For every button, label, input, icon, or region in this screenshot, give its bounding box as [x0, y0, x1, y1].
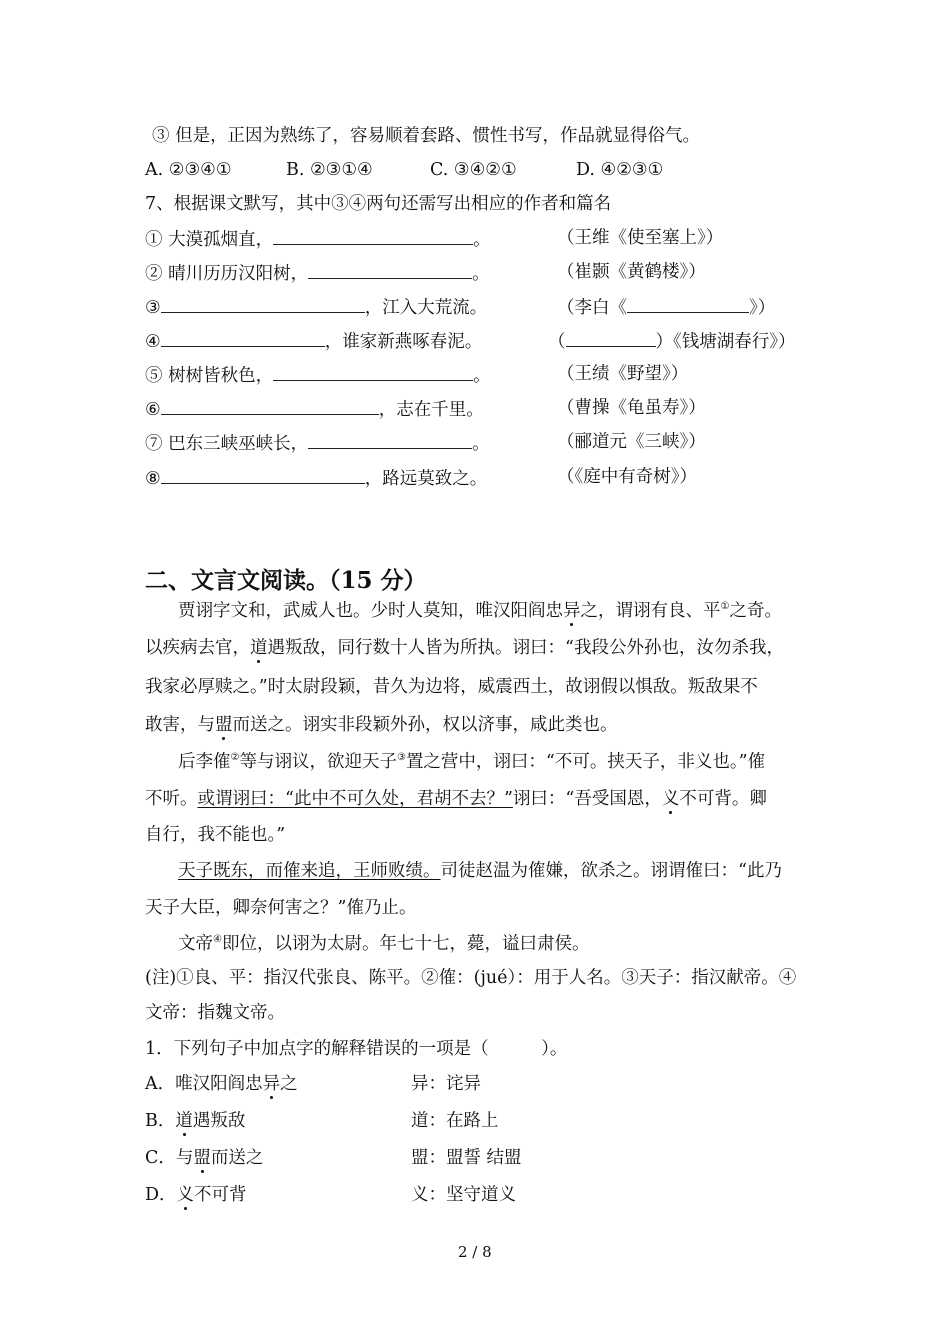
q1-option-d[interactable] — [145, 1183, 247, 1207]
passage-p1-line3: 我家必厚赎之。”时太尉段颖，昔久为边将，威震西土，故诩假以惧敌。叛敌果不 — [145, 677, 758, 697]
text: 遇叛敌 — [192, 1111, 246, 1131]
q6-choice-a: A. ②③④① — [145, 160, 232, 180]
text: 不可背。卿 — [679, 789, 767, 809]
line-prefix: 大漠孤烟直， — [168, 230, 274, 250]
q7-source-4 — [548, 328, 796, 354]
q1-option-c[interactable] — [145, 1146, 263, 1170]
q7-line-5 — [145, 362, 491, 388]
text: D． — [145, 1185, 177, 1205]
footnote-ref: ② — [230, 752, 240, 764]
notes-line2: 文帝：指魏文帝。 — [145, 1003, 285, 1023]
footnote-ref: ③ — [396, 752, 406, 764]
q1-option-a[interactable] — [145, 1072, 298, 1096]
text: 而送之 — [210, 1148, 264, 1168]
line-number: ⑥ — [145, 400, 161, 420]
answer-blank[interactable] — [273, 226, 473, 245]
line-number: ③ — [145, 298, 161, 318]
page-number: 2 / 8 — [458, 1243, 492, 1261]
answer-blank[interactable] — [308, 430, 472, 449]
q7-source-5: （王绩《野望》） — [557, 364, 689, 384]
line-number: ④ — [145, 332, 161, 352]
notes-line1: (注)①良、平：指汉代张良、陈平。②傕：(jué）：用于人名。③天子：指汉献帝。④ — [145, 968, 797, 988]
footnote-ref: ④ — [213, 934, 222, 946]
q7-source-3 — [557, 294, 775, 320]
line-prefix: 树树皆秋色， — [168, 366, 274, 386]
text: 不听。 — [145, 789, 198, 809]
line-suffix: 。 — [472, 434, 490, 454]
text: B． — [145, 1111, 176, 1131]
q6-choice-c: C. ③④②① — [430, 160, 517, 180]
q7-source-2: （崔颢《黄鹤楼》） — [557, 262, 706, 282]
q1-option-b[interactable] — [145, 1109, 245, 1133]
q7-line-2 — [145, 260, 490, 286]
q7-line-8 — [145, 465, 487, 491]
text: 等与诩议，欲迎天子 — [239, 752, 397, 772]
text: 遇叛敌，同行数十人皆为所执。诩曰：“我段公外孙也，汝勿杀我， — [267, 638, 784, 658]
line-suffix: ，志在千里。 — [378, 400, 484, 420]
text: 之奇。 — [729, 601, 782, 621]
text: 之，谓诩有良、平 — [580, 601, 721, 621]
dotted-char: 异 — [563, 601, 581, 621]
text: 不可背 — [194, 1185, 247, 1205]
text: 贾诩字文和，武威人也。少时人莫知，唯汉阳阎忠 — [178, 601, 563, 621]
passage-p1-line2 — [145, 636, 784, 660]
underlined-sentence: 天子既东，而傕来追，王师败绩。 — [178, 861, 441, 881]
q7-line-3 — [145, 294, 487, 320]
passage-p1-line4 — [145, 713, 618, 737]
answer-blank[interactable] — [161, 396, 379, 415]
dotted-char: 道 — [250, 638, 268, 658]
q7-source-7: （郦道元《三峡》） — [557, 432, 706, 452]
text: 诩曰：“吾受国恩， — [512, 789, 662, 809]
text: A．唯汉阳阎忠 — [145, 1074, 263, 1094]
passage-p2-line2 — [145, 787, 767, 811]
q7-source-6: （曹操《龟虽寿》） — [557, 398, 706, 418]
line-prefix: 巴东三峡巫峡长， — [168, 434, 309, 454]
q7-line-7 — [145, 430, 490, 456]
q7-source-8: （《庭中有奇树》） — [557, 467, 697, 487]
q7-source-1: （王维《使至塞上》） — [557, 228, 724, 248]
q1-option-a-explanation: 异：诧异 — [411, 1074, 481, 1094]
text: 之 — [280, 1074, 298, 1094]
line-number: ⑧ — [145, 469, 161, 489]
q7-line-4 — [145, 328, 482, 354]
text: C．与 — [145, 1148, 194, 1168]
dotted-char: 异 — [262, 1074, 281, 1094]
dotted-char: 道 — [175, 1111, 193, 1131]
text: 文帝 — [178, 934, 213, 954]
source-prefix: （李白《 — [557, 298, 627, 318]
answer-blank[interactable] — [161, 294, 365, 313]
source-prefix: （ — [548, 332, 566, 352]
q1-stem: 1．下列句子中加点字的解释错误的一项是（ ）。 — [145, 1039, 568, 1059]
q1-option-d-explanation: 义：坚守道义 — [411, 1185, 516, 1205]
q1-option-c-explanation: 盟：盟誓 结盟 — [411, 1148, 522, 1168]
line-suffix: ，路远莫致之。 — [364, 469, 488, 489]
q6-choice-b: B. ②③①④ — [286, 160, 373, 180]
section-heading: 二、文言文阅读。（15 分） — [145, 567, 427, 594]
text: 即位，以诩为太尉。年七十七，薨，谥曰肃侯。 — [221, 934, 590, 954]
q7-line-6 — [145, 396, 484, 422]
line-number: ① — [145, 230, 163, 250]
line-suffix: ，谁家新燕啄春泥。 — [324, 332, 483, 352]
line-prefix: 晴川历历汉阳树， — [168, 264, 309, 284]
text: 置之营中，诩曰：“不可。挟天子，非义也。”傕 — [405, 752, 766, 772]
answer-blank[interactable] — [161, 328, 325, 347]
passage-p3-line1 — [178, 859, 782, 883]
text: 敢害，与 — [145, 715, 215, 735]
q7-title: 7、根据课文默写，其中③④两句还需写出相应的作者和篇名 — [145, 194, 612, 214]
line-suffix: ，江入大荒流。 — [364, 298, 488, 318]
text: 而送之。诩实非段颖外孙，权以济事，咸此类也。 — [232, 715, 618, 735]
underlined-sentence: 或谓诩曰：“此中不可久处，君胡不去？” — [197, 789, 513, 809]
passage-p4 — [178, 932, 589, 956]
line-number: ⑦ — [145, 434, 163, 454]
source-suffix: 》） — [749, 298, 776, 318]
title-blank[interactable] — [627, 294, 749, 313]
answer-blank[interactable] — [161, 465, 365, 484]
passage-p2-line1 — [178, 750, 765, 774]
line-suffix: 。 — [473, 366, 491, 386]
line-number: ⑤ — [145, 366, 163, 386]
dotted-char: 义 — [176, 1185, 195, 1205]
dotted-char: 盟 — [215, 715, 233, 735]
author-blank[interactable] — [566, 328, 656, 347]
dotted-char: 义 — [661, 789, 680, 809]
passage-p1-line1 — [178, 599, 782, 623]
q7-line-1 — [145, 226, 491, 252]
text: 司徒赵温为傕嫌，欲杀之。诩谓傕曰：“此乃 — [440, 861, 782, 881]
line-suffix: 。 — [472, 264, 490, 284]
line-number: ② — [145, 264, 163, 284]
footnote-ref: ① — [720, 601, 730, 613]
answer-blank[interactable] — [308, 260, 472, 279]
text: 以疾病去官， — [145, 638, 250, 658]
answer-blank[interactable] — [273, 362, 473, 381]
q6-option-3: ③ 但是，正因为熟练了，容易顺着套路、惯性书写，作品就显得俗气。 — [152, 126, 701, 146]
q1-option-b-explanation: 道：在路上 — [411, 1111, 499, 1131]
passage-p2-line3: 自行，我不能也。” — [145, 825, 286, 845]
line-suffix: 。 — [473, 230, 491, 250]
q6-choice-d: D. ④②③① — [576, 160, 664, 180]
dotted-char: 盟 — [193, 1148, 211, 1168]
passage-p3-line2: 天子大臣，卿奈何害之？”傕乃止。 — [145, 898, 417, 918]
text: 后李傕 — [178, 752, 231, 772]
source-suffix: ）《钱塘湖春行》） — [655, 332, 796, 352]
